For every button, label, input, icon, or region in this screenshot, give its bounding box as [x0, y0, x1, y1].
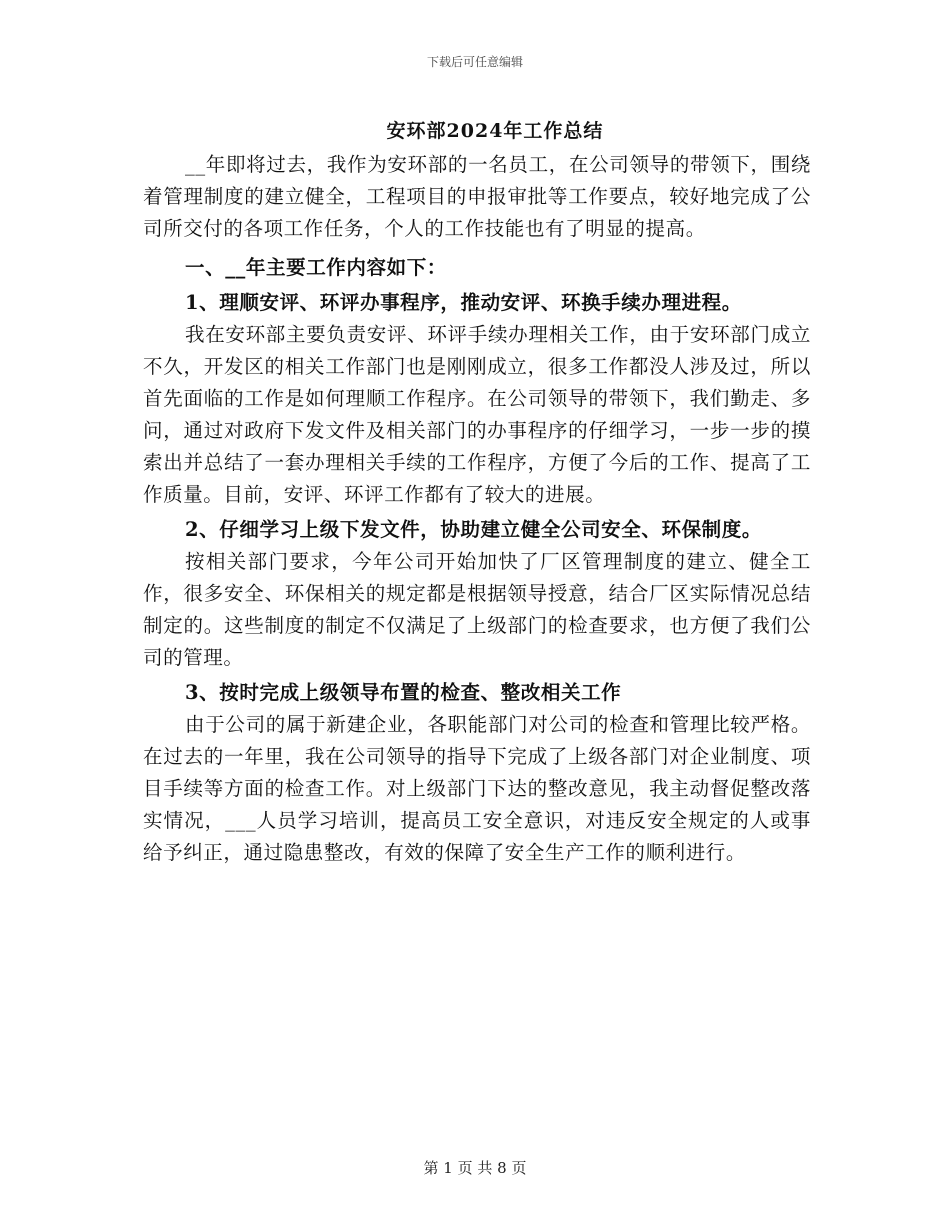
item-1-paragraph: 我在安环部主要负责安评、环评手续办理相关工作，由于安环部门成立不久，开发区的相关工作部门也是刚刚成立，很多工作都没人涉及过，所以首先面临的工作是如何理顺工作程序。在公司领导的带领下，我们勤走、多问，通过对政府下发文件及相关部门的办事程序的仔细学习，一步一步的摸索出并总结了一套办理相关手续的工作程序，方便了今后的工作、提高了工作质量。目前，安评、环评工作都有了较大的进展。 [143, 323, 811, 506]
document-body [143, 149, 811, 869]
item-1-heading: 1、理顺安评、环评办事程序，推动安评、环换手续办理进程。 [185, 291, 742, 314]
item-3-paragraph: 由于公司的属于新建企业，各职能部门对公司的检查和管理比较严格。在过去的一年里，我在公司领导的指导下完成了上级各部门对企业制度、项目手续等方面的检查工作。对上级部门下达的整改意见，我主动督促整改落实情况，___人员学习培训，提高员工安全意识，对违反安全规定的人或事给予纠正，通过隐患整改，有效的保障了安全生产工作的顺利进行。 [143, 713, 811, 864]
item-2-heading: 2、仔细学习上级下发文件，协助建立健全公司安全、环保制度。 [185, 518, 762, 541]
page-number: 第 1 页 共 8 页 [423, 1159, 527, 1177]
header-note: 下载后可任意编辑 [426, 55, 523, 69]
intro-paragraph: __年即将过去，我作为安环部的一名员工，在公司领导的带领下，围绕着管理制度的建立健全，工程项目的申报审批等工作要点，较好地完成了公司所交付的各项工作任务，个人的工作技能也有了明显的提高。 [143, 153, 811, 240]
section-heading: 一、__年主要工作内容如下： [185, 256, 447, 279]
document-title: 安环部2024年工作总结 [386, 120, 604, 142]
item-3-heading: 3、按时完成上级领导布置的检查、整改相关工作 [185, 681, 622, 704]
item-2-paragraph: 按相关部门要求，今年公司开始加快了厂区管理制度的建立、健全工作，很多安全、环保相关的规定都是根据领导授意，结合厂区实际情况总结制定的。这些制度的制定不仅满足了上级部门的检查要求，也方便了我们公司的管理。 [143, 550, 811, 669]
